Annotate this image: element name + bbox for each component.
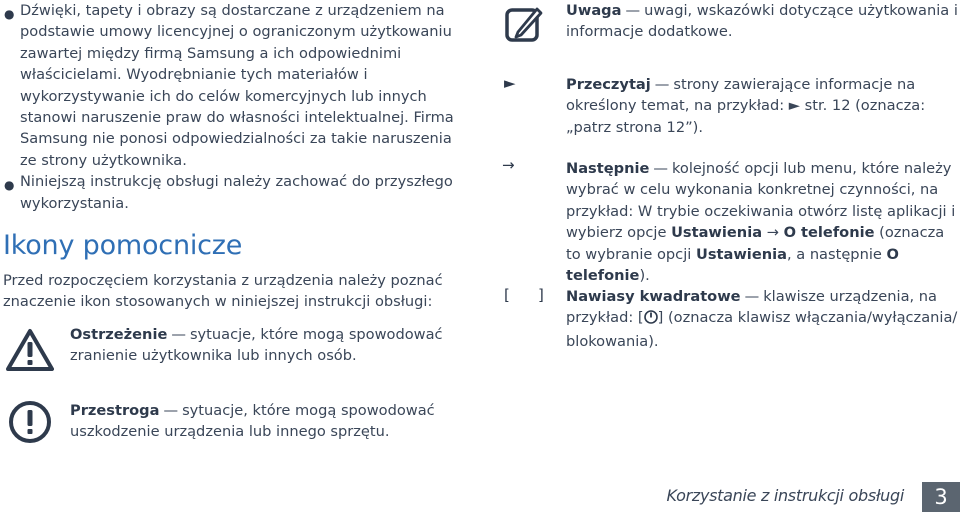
icon-entry-next [500, 156, 960, 285]
icon-entry-caution [0, 400, 470, 452]
next-option-about: O telefonie [783, 224, 875, 242]
bullet-item-keep-manual [0, 171, 465, 214]
page-number: 3 [922, 482, 960, 512]
brackets-text-a: klawisze urządzenia, na przykład: [ [566, 288, 937, 327]
bracket-close-symbol: ] [538, 286, 544, 304]
next-inline-arrow: → [766, 224, 779, 242]
next-option-settings: Ustawienia [671, 224, 763, 242]
warning-term: Ostrzeżenie [70, 326, 168, 343]
warning-triangle-icon [6, 328, 54, 376]
next-term: Następnie [566, 160, 650, 177]
dash: — [653, 160, 668, 177]
refer-term: Przeczytaj [566, 76, 651, 93]
icon-entry-refer [500, 74, 960, 140]
intro-paragraph: Przed rozpoczęciem korzystania z urządzenia należy poznać znaczenie ikon stosowanych w niniejszej instrukcji obsługi: [3, 272, 443, 311]
dash: — [625, 2, 641, 19]
refer-text-b: str. 12 (oznacza: „patrz strona 12”). [566, 97, 926, 136]
footer-section-title: Korzystanie z instrukcji obsługi [666, 486, 904, 505]
brackets-term: Nawiasy kwadratowe [566, 288, 741, 305]
next-text-a: kolejność opcji lub menu, które należy wybrać w celu wykonania konkretnej czynności, na przykład: W trybie oczekiwania otwórz listę aplikacji i wybierz opcje [566, 160, 956, 242]
caution-text: sytuacje, które mogą spowodować uszkodzenie urządzenia lub innego sprzętu. [70, 402, 435, 441]
bullet-item-licence [0, 0, 465, 171]
bullet-text: Niniejszą instrukcję obsługi należy zachować do przyszłego wykorzystania. [20, 173, 453, 212]
caution-term: Przestroga [70, 402, 160, 419]
next-arrow-icon: → [502, 156, 515, 174]
bullet-text: Dźwięki, tapety i obrazy są dostarczane z urządzeniem na podstawie umowy licencyjnej o ograniczonym użytkowaniu zawartej między firmą Samsung a ich odpowiednimi właścicielami. Wyodrębnianie tych materiałów i wykorzystywanie ich do celów komercyjnych lub innych stanowi naruszenie praw do własności intelektualnej. Firma Samsung nie ponosi odpowiedzialności za takie naruszenia ze strony użytkownika. [20, 2, 454, 169]
bullet-dot: ● [4, 7, 15, 21]
icon-entry-brackets [500, 286, 960, 352]
refer-text-a: strony zawierające informacje na określony temat, na przykład: [566, 76, 916, 115]
next-option-settings-2: Ustawienia [695, 245, 787, 263]
next-option-about-2: O telefonie [566, 245, 899, 285]
next-description [566, 158, 958, 286]
note-pencil-icon [504, 4, 544, 48]
bullet-list [0, 0, 465, 214]
refer-inline-arrow-icon: ► [788, 97, 800, 115]
dash: — [744, 288, 760, 305]
brackets-description [566, 286, 958, 352]
caution-circle-icon [8, 400, 52, 448]
icon-entry-note [500, 0, 960, 50]
power-key-icon [644, 309, 658, 330]
bullet-dot: ● [4, 178, 15, 193]
refer-arrow-icon: ► [504, 74, 516, 92]
dash: — [163, 402, 179, 419]
dash: — [654, 76, 670, 93]
refer-description [566, 74, 958, 138]
next-text-d: ). [639, 267, 650, 285]
brackets-text-b: ] (oznacza klawisz włączania/wyłączania/ blokowania). [566, 309, 958, 350]
warning-description [70, 324, 455, 367]
note-description [566, 0, 958, 43]
next-text-c: , a następnie [786, 245, 882, 263]
note-text: uwagi, wskazówki dotyczące użytkowania i informacje dodatkowe. [566, 2, 958, 41]
icon-entry-warning [0, 324, 470, 380]
caution-description [70, 400, 455, 443]
dash: — [171, 326, 186, 343]
section-title: Ikony pomocnicze [3, 230, 243, 261]
bracket-open-symbol: [ [504, 286, 510, 304]
next-text-b: (oznacza to wybranie opcji [566, 224, 945, 263]
note-term: Uwaga [566, 2, 622, 19]
warning-text: sytuacje, które mogą spowodować zranienie użytkownika lub innych osób. [70, 326, 443, 365]
